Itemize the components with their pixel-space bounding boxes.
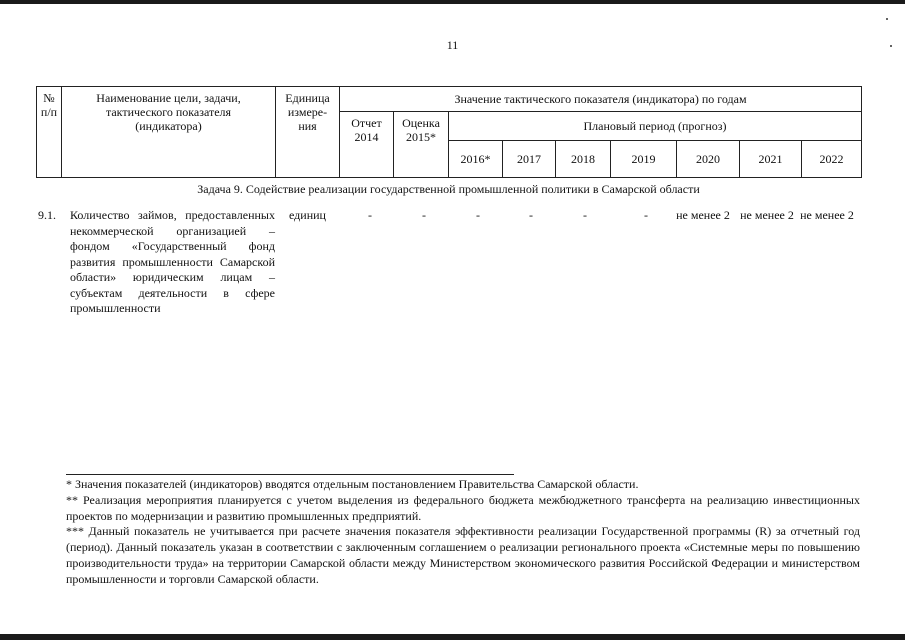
row-value-2022: не менее 2 <box>800 208 854 222</box>
row-value-2020: не менее 2 <box>676 208 730 222</box>
header-name: Наименование цели, задачи, тактического показателя (индикатора) <box>62 87 276 178</box>
row-value-2017: - <box>529 208 533 222</box>
row-value-2014: - <box>368 208 372 222</box>
task-title: Задача 9. Содействие реализации государственной промышленной политики в Самарской области <box>197 182 700 196</box>
row-value-2021: не менее 2 <box>740 208 794 222</box>
header-report-2014: Отчет 2014 <box>340 112 394 178</box>
footnote-separator <box>66 474 514 475</box>
footnote-2: ** Реализация мероприятия планируется с учетом выделения из федерального бюджета межбюджетного трансферта на реализацию инвестиционных проектов по модернизации и развитию промышленных предприятий. <box>66 492 860 523</box>
header-year: 2016* <box>449 141 503 178</box>
header-year: 2019 <box>611 141 677 178</box>
header-year: 2021 <box>740 141 802 178</box>
page-number: 11 <box>446 38 459 52</box>
row-value-2016: - <box>476 208 480 222</box>
indicator-table <box>36 86 862 178</box>
header-plan-period: Плановый период (прогноз) <box>449 112 862 141</box>
scan-speck <box>886 18 888 20</box>
header-year: 2022 <box>802 141 862 178</box>
row-value-2015: - <box>422 208 426 222</box>
row-unit: единиц <box>289 208 326 222</box>
header-unit: Единица измере-ния <box>276 87 340 178</box>
row-description: Количество займов, предоставленных некоммерческой организацией – фондом «Государственный фонд развития промышленности Самарской области» юридическим лицам – субъектам деятельности в сфере промышленности <box>70 208 275 315</box>
header-year: 2017 <box>503 141 556 178</box>
header-estimate-2015: Оценка 2015* <box>394 112 449 178</box>
footnote-1: * Значения показателей (индикаторов) вводятся отдельным постановлением Правительства Самарской области. <box>66 477 639 491</box>
header-values-group: Значение тактического показателя (индикатора) по годам <box>340 87 862 112</box>
header-num: № п/п <box>37 87 62 178</box>
row-number: 9.1. <box>38 208 56 222</box>
row-value-2018: - <box>583 208 587 222</box>
page-top-border <box>0 0 905 4</box>
row-value-2019: - <box>644 208 648 222</box>
header-year: 2018 <box>556 141 611 178</box>
page-bottom-border <box>0 634 905 640</box>
footnote-3: *** Данный показатель не учитывается при расчете значения показателя эффективности реализации Государственной программы (R) за отчетный год (период). Данный показатель указан в соответствии с заключенным соглашением о реализации регионального проекта «Системные меры по повышению производительности труда» на территории Самарской области между Министерством экономического развития Российской Федерации и министерством промышленности и торговли Самарской области. <box>66 524 860 586</box>
header-year: 2020 <box>677 141 740 178</box>
footnotes <box>66 477 860 588</box>
